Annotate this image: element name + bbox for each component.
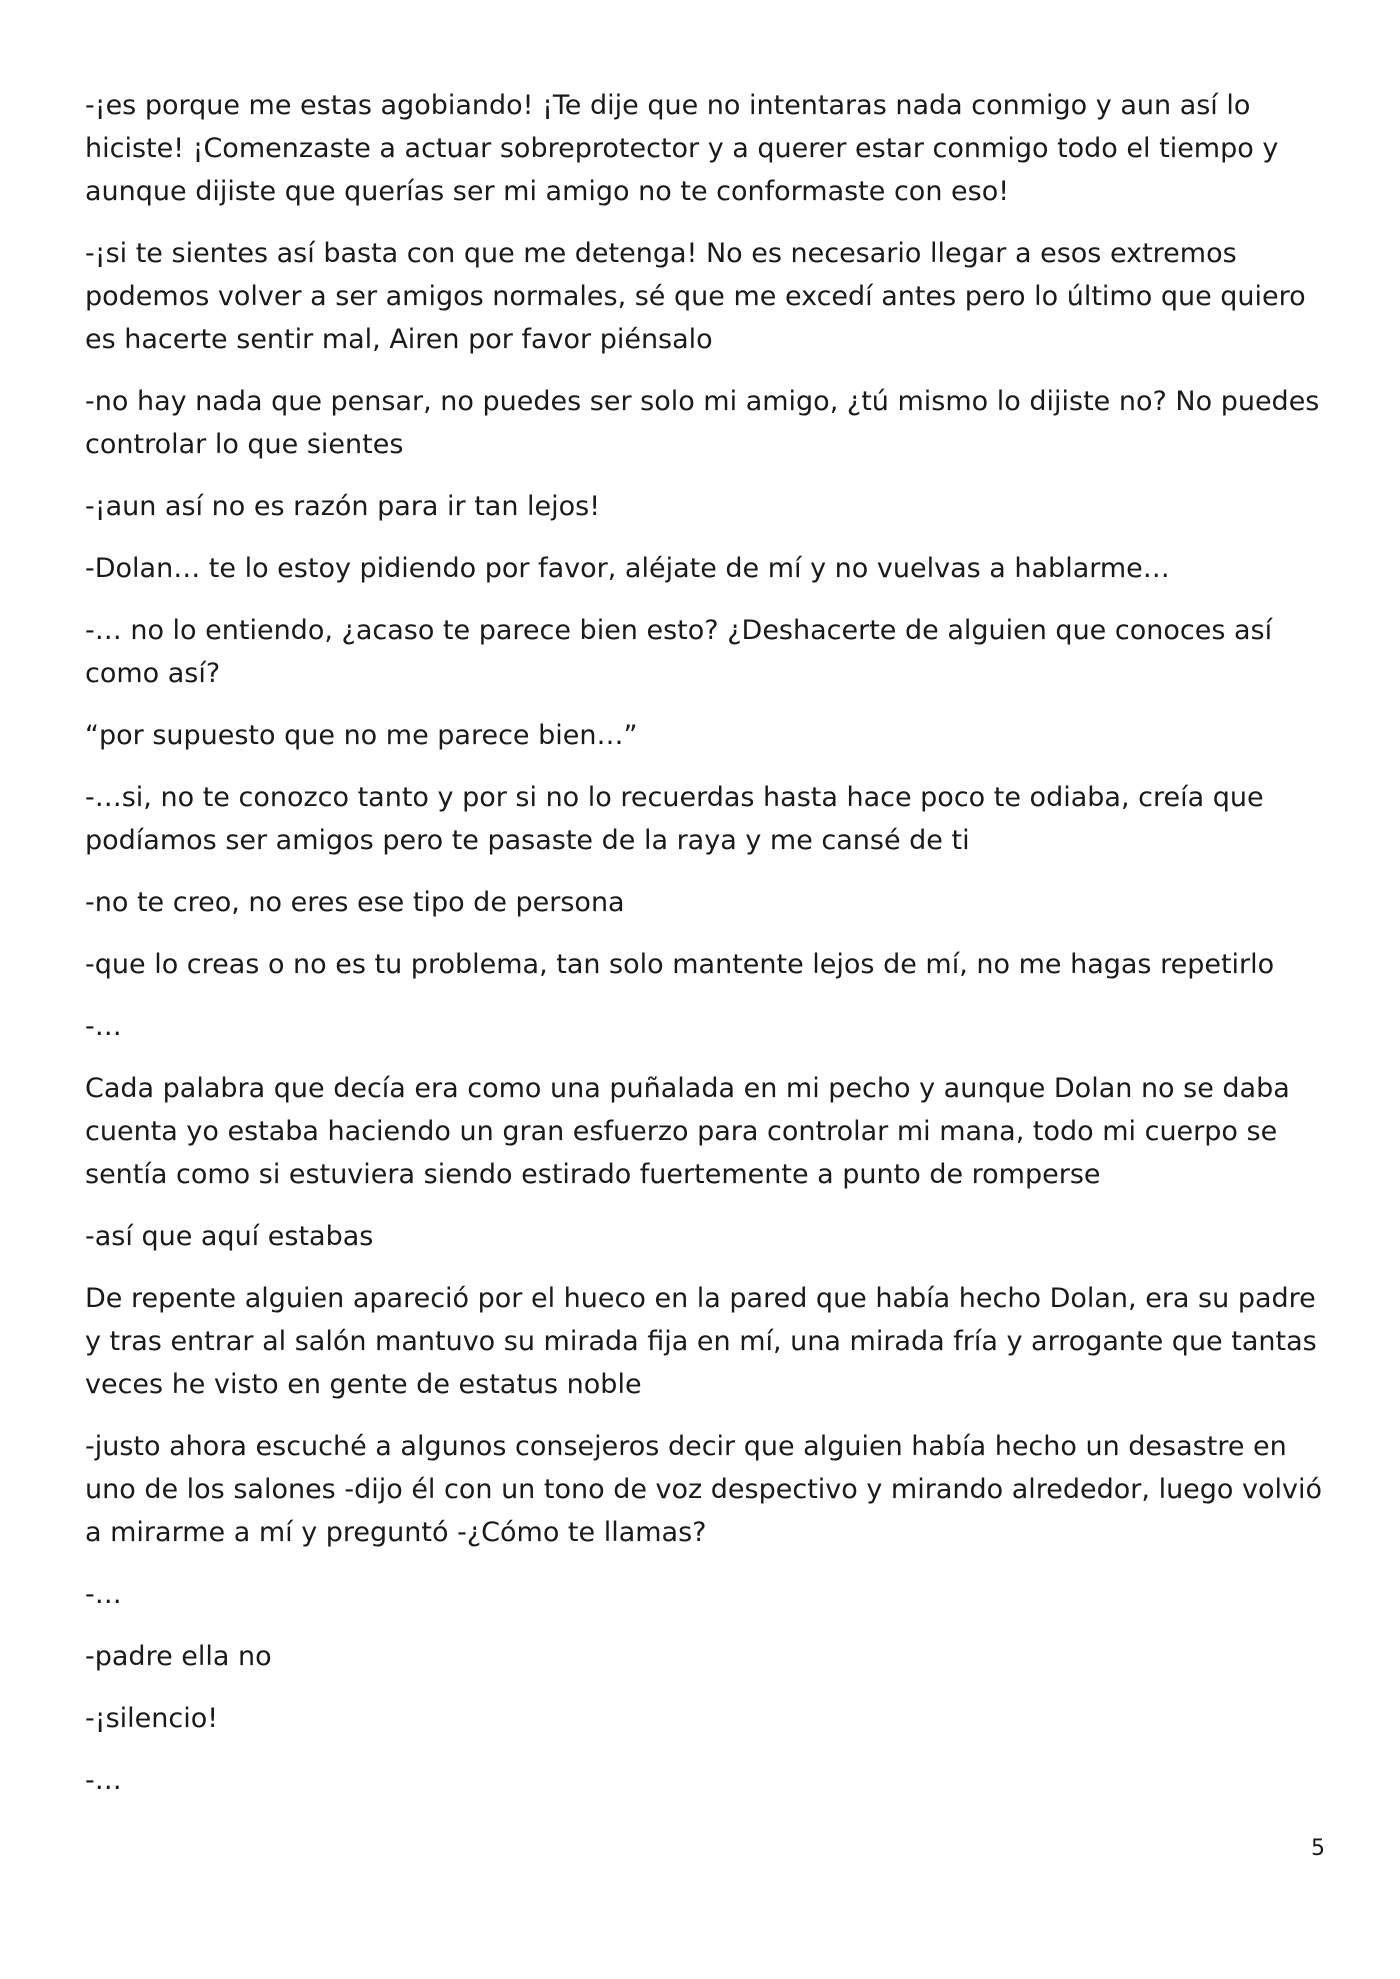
paragraph: -no hay nada que pensar, no puedes ser solo mi amigo, ¿tú mismo lo dijiste no? No puedes controlar lo que sientes — [85, 386, 1320, 460]
paragraph: -así que aquí estabas — [85, 1221, 374, 1252]
page-number: 5 — [1311, 1836, 1325, 1861]
paragraph: “por supuesto que no me parece bien…” — [85, 720, 638, 751]
paragraph: -no te creo, no eres ese tipo de persona — [85, 887, 625, 918]
paragraph: De repente alguien apareció por el hueco en la pared que había hecho Dolan, era su padre y tras entrar al salón mantuvo su mirada fija en mí, una mirada fría y arrogante que tantas veces he visto en gente de estatus noble — [85, 1283, 1317, 1400]
paragraph: -justo ahora escuché a algunos consejeros decir que alguien había hecho un desastre en uno de los salones -dijo él con un tono de voz despectivo y mirando alrededor, luego volvió a mirarme a mí y preguntó -¿Cómo te llamas? — [85, 1431, 1323, 1548]
paragraph: -… — [85, 1765, 122, 1796]
paragraph: -Dolan… te lo estoy pidiendo por favor, aléjate de mí y no vuelvas a hablarme… — [85, 553, 1170, 584]
paragraph: Cada palabra que decía era como una puñalada en mi pecho y aunque Dolan no se daba cuenta yo estaba haciendo un gran esfuerzo para controlar mi mana, todo mi cuerpo se sentía como si estuviera siendo estirado fuertemente a punto de romperse — [85, 1073, 1290, 1190]
paragraph: -¡aun así no es razón para ir tan lejos! — [85, 491, 601, 522]
paragraph: -… — [85, 1011, 122, 1042]
page-body — [85, 84, 1325, 1821]
paragraph: -…si, no te conozco tanto y por si no lo recuerdas hasta hace poco te odiaba, creía que podíamos ser amigos pero te pasaste de la raya y me cansé de ti — [85, 782, 1264, 856]
paragraph: -¡si te sientes así basta con que me detenga! No es necesario llegar a esos extremos podemos volver a ser amigos normales, sé que me excedí antes pero lo último que quiero es hacerte sentir mal, Airen por favor piénsalo — [85, 238, 1306, 355]
paragraph: -que lo creas o no es tu problema, tan solo mantente lejos de mí, no me hagas repetirlo — [85, 949, 1275, 980]
paragraph: -… no lo entiendo, ¿acaso te parece bien esto? ¿Deshacerte de alguien que conoces así como así? — [85, 615, 1273, 689]
paragraph: -padre ella no — [85, 1641, 272, 1672]
paragraph: -¡es porque me estas agobiando! ¡Te dije que no intentaras nada conmigo y aun así lo hiciste! ¡Comenzaste a actuar sobreprotector y a querer estar conmigo todo el tiempo y aunque dijiste que querías ser mi amigo no te conformaste con eso! — [85, 90, 1279, 207]
paragraph: -… — [85, 1579, 122, 1610]
paragraph: -¡silencio! — [85, 1703, 219, 1734]
